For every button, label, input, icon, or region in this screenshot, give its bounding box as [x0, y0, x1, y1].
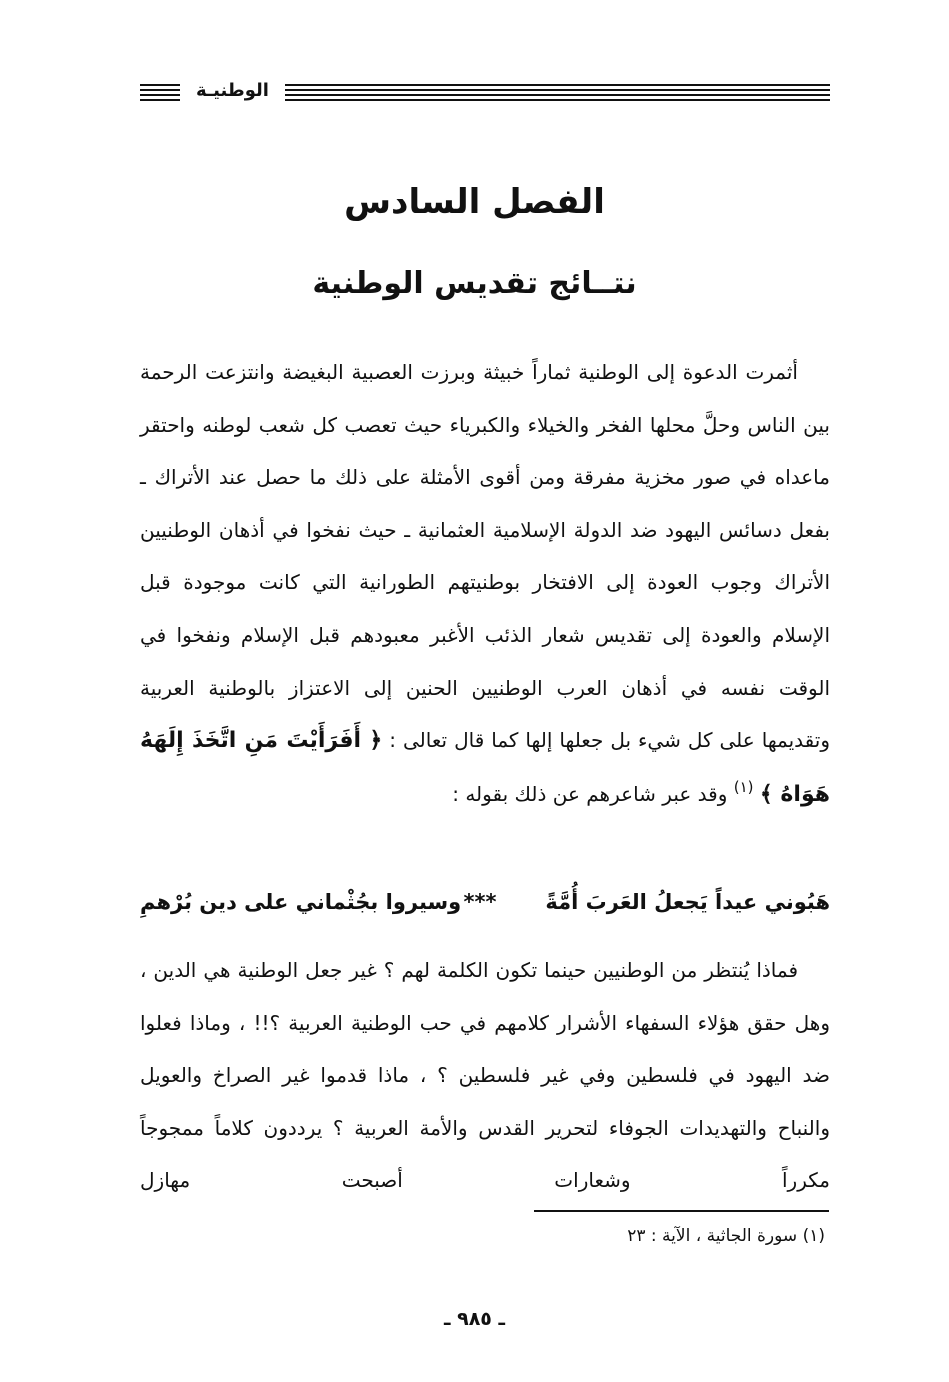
footnote: (١) سورة الجاثية ، الآية : ٢٣: [627, 1226, 825, 1246]
quran-verse: ﴿ أَفَرَأَيْتَ مَنِ اتَّخَذَ إِلَهَهُ هَوَاهُ ﴾: [140, 728, 830, 807]
paragraph-text: أثمرت الدعوة إلى الوطنية ثماراً خبيثة وبرزت العصبية البغيضة وانتزعت الرحمة بين الناس وحلَّ محلها الفخر والخيلاء والكبرياء حيث تعصب كل شعب لوطنه واحتقر ماعداه في صور مخزية مفرقة ومن أقوى الأمثلة على ذلك ما حصل عند الأتراك ـ بفعل دسائس اليهود ضد الدولة الإسلامية العثمانية ـ حيث نفخوا في أذهان الوطنيين الأتراك وجوب العودة إلى الافتخار بوطنيتهم الطورانية التي كانت موجودة قبل الإسلام والعودة إلى تقديس شعار الذئب الأغبر معبودهم قبل الإسلام ونفخوا في الوقت نفسه في أذهان العرب الوطنيين الحنين إلى الاعتزاز بالوطنية العربية وتقديمها على كل شيء بل جعلها إلها كما قال تعالى :: [140, 360, 831, 753]
poem-verse: [140, 874, 830, 930]
poem-first-hemistich: هَبُوني عيداً يَجعلُ العَربَ أُمَّةً: [545, 890, 830, 914]
body-paragraph-2: [140, 944, 830, 1207]
header-rule-lines-short: [140, 84, 180, 104]
paragraph-text-continued: وقد عبر شاعرهم عن ذلك بقوله :: [452, 781, 728, 806]
page-number: ـ ٩٨٥ ـ: [443, 1308, 505, 1330]
section-title: نتــائج تقديس الوطنية: [312, 266, 637, 301]
footnote-divider: [534, 1210, 829, 1212]
body-paragraph-1: [140, 346, 830, 821]
poem-separator: ***: [463, 890, 497, 914]
running-header: [140, 78, 830, 104]
footnote-reference: (١): [733, 777, 754, 796]
running-title: الوطنيـة: [196, 80, 269, 101]
chapter-title: الفصل السادس: [344, 182, 605, 222]
header-rule-lines: [285, 84, 830, 104]
poem-second-hemistich: وسيروا بجُثْماني على دين بُرْهمِ: [140, 890, 462, 914]
paragraph-text: فماذا يُنتظر من الوطنيين حينما تكون الكلمة لهم ؟ غير جعل الوطنية هي الدين ، وهل حقق هؤلاء السفهاء الأشرار كلامهم في حب الوطنية العربية ؟!! ، وماذا فعلوا ضد اليهود في فلسطين وفي غير فلسطين ؟ ، ماذا قدموا غير الصراخ والعويل والنباح والتهديدات الجوفاء لتحرير القدس والأمة العربية ؟ يرددون كلاماً ممجوجاً مكرراً وشعارات أصبحت مهازل: [140, 958, 830, 1193]
